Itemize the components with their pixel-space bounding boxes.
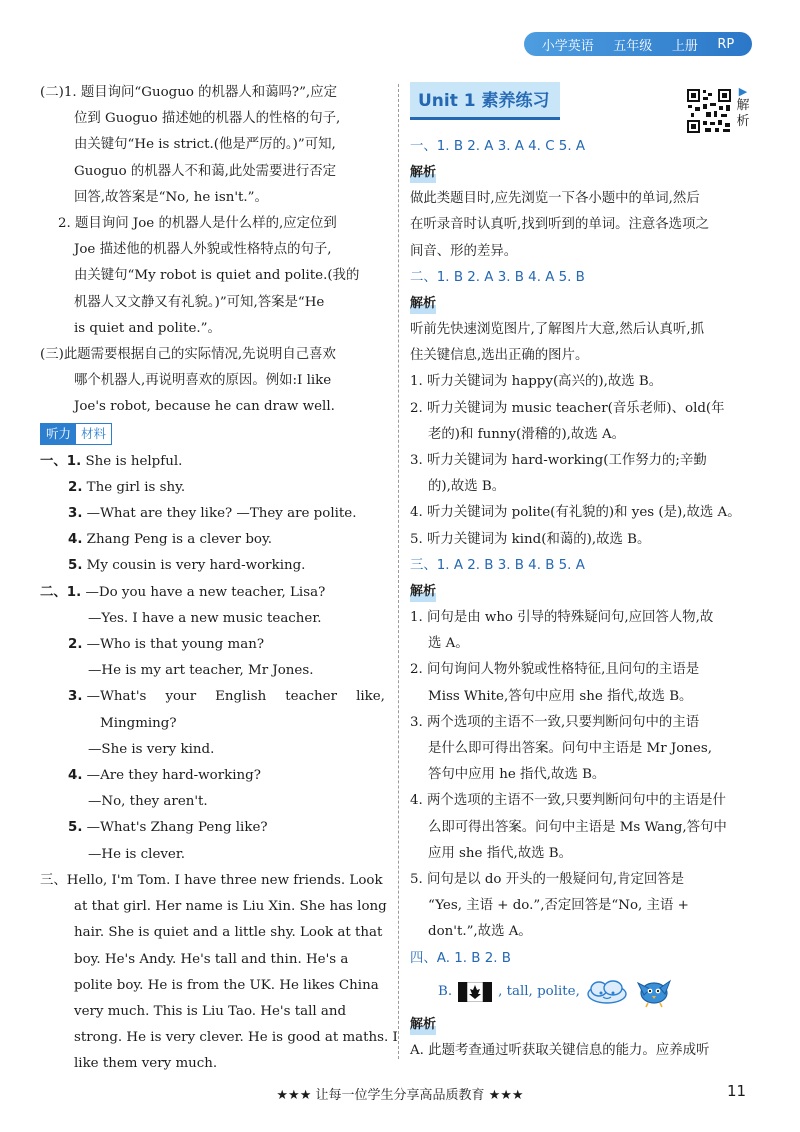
answers-part3: 三、1. A 2. B 3. B 4. B 5. A [410, 557, 585, 573]
text-line: at that girl. Her name is Liu Xin. She has long [74, 899, 387, 915]
analysis-label: 解析 [410, 294, 436, 314]
answer-4b-text: , tall, polite, [498, 984, 580, 1000]
left-column [40, 80, 398, 1078]
explanation-item: 4. 听力关键词为 polite(有礼貌的)和 yes (是),故选 A。 [410, 505, 741, 521]
listening-section-2 [40, 580, 385, 868]
item-text: —She is very kind. [88, 741, 215, 757]
item-number: 5. [68, 820, 83, 836]
item-text: —What's Zhang Peng like? [86, 820, 268, 836]
explanation-item: 3. 两个选项的主语不一致,只要判断问句中的主语 [410, 714, 700, 730]
answer-4b-row [410, 972, 755, 1012]
item-number: 2. [68, 479, 83, 495]
explanation-item: 1. 问句是由 who 引导的特殊疑问句,应回答人物,故 [410, 610, 714, 626]
text-line: 机器人又文静又有礼貌。)”可知,答案是“He [74, 294, 325, 310]
text-line: like them very much. [74, 1056, 218, 1072]
item-number: 二、1. [40, 584, 82, 600]
explanation-item: 2. 问句询问人物外貌或性格特征,且问句的主语是 [410, 662, 700, 678]
tab-listening: 听力 [41, 424, 76, 444]
item-text: —Are they hard-working? [86, 768, 261, 784]
text-line: is quiet and polite.”。 [74, 320, 221, 336]
text-line: (二)1. 题目询问“Guoguo 的机器人和蔼吗?”,应定 [40, 85, 337, 100]
explanation-item: 2. 听力关键词为 music teacher(音乐老师)、old(年 [410, 400, 725, 416]
text-line: 答句中应用 he 指代,故选 B。 [428, 767, 606, 783]
item-word: like, [356, 689, 385, 705]
play-icon: ▶ [738, 85, 748, 98]
explanation-item: 4. 两个选项的主语不一致,只要判断问句中的主语是什 [410, 793, 726, 809]
item-text: —Who is that young man? [86, 637, 264, 653]
text-line: don't.”,故选 A。 [428, 924, 532, 940]
text-line: 听前先快速浏览图片,了解图片大意,然后认真听,抓 [410, 322, 704, 338]
item-number: 3. [68, 506, 83, 522]
text-line: hair. She is quiet and a little shy. Look at that [74, 925, 383, 941]
explanation-item: 1. 听力关键词为 happy(高兴的),故选 B。 [410, 374, 663, 390]
text-line: A. 此题考查通过听获取关键信息的能力。应养成听 [410, 1042, 710, 1058]
text-line: 的),故选 B。 [428, 479, 506, 495]
footer-slogan: ★★★ 让每一位学生分享高品质教育 ★★★ [276, 1088, 524, 1103]
item-text: —He is my art teacher, Mr Jones. [88, 663, 314, 679]
item-word: teacher [285, 689, 338, 705]
item-text: Mingming? [100, 715, 177, 731]
analysis-label: 解析 [410, 163, 436, 183]
text-line: Joe's robot, because he can draw well. [74, 399, 335, 415]
item-text: —Do you have a new teacher, Lisa? [85, 584, 326, 600]
answers-part4: 四、A. 1. B 2. B [410, 950, 511, 966]
unit-title: Unit 1 素养练习 [410, 82, 560, 120]
item-number: 一、1. [40, 453, 82, 469]
item-word: —What's [86, 689, 147, 705]
cartoon-bird-icon [634, 975, 674, 1009]
text-line: very much. This is Liu Tao. He's tall and [74, 1003, 347, 1019]
column-divider [398, 84, 399, 1059]
analysis-label: 解析 [410, 582, 436, 602]
text-line: boy. He's Andy. He's tall and thin. He's a [74, 951, 349, 967]
header-edition: RP [717, 36, 735, 52]
text-line: 回答,故答案是“No, he isn't.”。 [74, 189, 268, 205]
text-line: 由关键句“My robot is quiet and polite.(我的 [74, 268, 360, 284]
item-text: —Yes. I have a new music teacher. [88, 610, 322, 626]
item-word: English [215, 689, 267, 705]
explanation-item: 5. 问句是以 do 开头的一般疑问句,肯定回答是 [410, 872, 685, 888]
part3 [40, 342, 385, 421]
text-line: 老的)和 funny(滑稽的),故选 A。 [428, 426, 626, 442]
item-number: 3. [68, 689, 83, 705]
text-line: 做此类题目时,应先浏览一下各小题中的单词,然后 [410, 191, 700, 207]
text-line: 选 A。 [428, 636, 469, 652]
answers-part2: 二、1. B 2. A 3. B 4. A 5. B [410, 269, 585, 285]
header-tag [524, 32, 752, 56]
text-line: polite boy. He is from the UK. He likes China [74, 977, 379, 993]
text-line: 哪个机器人,再说明喜欢的原因。例如:I like [74, 373, 332, 389]
item-text: She is helpful. [85, 453, 183, 469]
header-subject: 小学英语 [541, 38, 594, 54]
text-line: Joe 描述他的机器人外貌或性格特点的句子, [74, 242, 332, 258]
smiling-cloud-icon [586, 979, 628, 1005]
listening-material-tab [40, 423, 112, 445]
text-line: 间音、形的差异。 [410, 243, 518, 259]
text-line: (三)此题需要根据自己的实际情况,先说明自己喜欢 [40, 347, 336, 363]
explanation-item: 3. 听力关键词为 hard-working(工作努力的;辛勤 [410, 453, 707, 469]
text-line: 2. 题目询问 Joe 的机器人是什么样的,应定位到 [58, 216, 337, 232]
listening-section-3 [40, 868, 398, 1078]
item-text: My cousin is very hard-working. [86, 558, 306, 574]
text-line: strong. He is very clever. He is good at maths. I [74, 1030, 398, 1046]
text-line: 住关键信息,选出正确的图片。 [410, 348, 589, 364]
item-text: —No, they aren't. [88, 794, 208, 810]
right-column [410, 80, 755, 1064]
text-line: 由关键句“He is strict.(他是严厉的。)”可知, [74, 137, 336, 153]
header-volume: 上册 [671, 38, 698, 54]
text-line: “Yes, 主语 + do.”,否定回答是“No, 主语 + [428, 898, 689, 914]
answer-4b-label: B. [438, 984, 453, 1000]
text-line: 位到 Guoguo 描述她的机器人的性格的句子, [74, 111, 341, 127]
qr-label-text: 解析 [736, 98, 750, 129]
item-number: 4. [68, 768, 83, 784]
item-text: —What are they like? —They are polite. [86, 506, 357, 522]
tab-material: 材料 [81, 425, 107, 441]
part2-q1 [40, 80, 385, 211]
analysis-label: 解析 [410, 1015, 436, 1035]
text-line: 么即可得出答案。问句中主语是 Ms Wang,答句中 [428, 819, 727, 835]
item-text: —He is clever. [88, 846, 186, 862]
text-line: 三、Hello, I'm Tom. I have three new friends. Look [40, 872, 383, 888]
item-word: your [165, 689, 197, 705]
text-line: 应用 she 指代,故选 B。 [428, 845, 573, 861]
part2-q2 [40, 211, 385, 342]
answers-part1: 一、1. B 2. A 3. A 4. C 5. A [410, 139, 585, 154]
explanation-item: 5. 听力关键词为 kind(和蔼的),故选 B。 [410, 531, 651, 547]
text-line: 是什么即可得出答案。问句中主语是 Mr Jones, [428, 741, 712, 757]
header-grade: 五年级 [613, 38, 653, 54]
text-line: 在听录音时认真听,找到听到的单词。注意各选项之 [410, 217, 709, 233]
canada-flag-icon [458, 982, 492, 1002]
item-text: Zhang Peng is a clever boy. [86, 532, 273, 548]
item-number: 2. [68, 637, 83, 653]
text-line: Miss White,答句中应用 she 指代,故选 B。 [428, 688, 693, 704]
item-number: 5. [68, 558, 83, 574]
listening-section-1 [40, 449, 385, 580]
item-number: 4. [68, 532, 83, 548]
text-line: Guoguo 的机器人不和蔼,此处需要进行否定 [74, 163, 337, 179]
page-number: 11 [727, 1082, 747, 1100]
item-text: The girl is shy. [86, 479, 186, 495]
